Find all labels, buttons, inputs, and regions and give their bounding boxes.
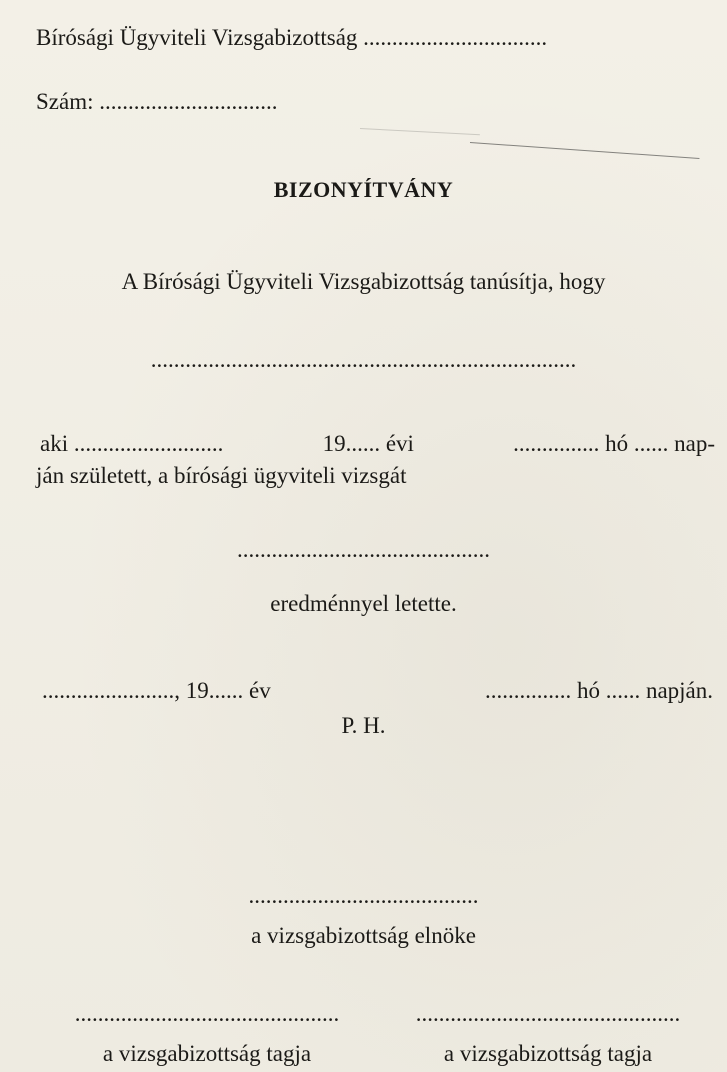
member-signature-2-label: a vizsgabizottság tagja (443, 1041, 653, 1066)
pen-stroke-mark (470, 142, 700, 159)
birth-line (40, 430, 715, 458)
chair-signature-blank: ........................................ (248, 883, 479, 908)
member-signature-row (42, 1000, 713, 1068)
birth-line-continued: ján született, a bírósági ügyviteli vizsgát (36, 463, 407, 488)
member-signature-2 (383, 1000, 713, 1068)
intro-text: A Bírósági Ügyviteli Vizsgabizottság tanúsítja, hogy (121, 269, 606, 294)
birth-line-part3: ............... hó ...... nap- (513, 431, 715, 456)
member-signature-1-label: a vizsgabizottság tagja (102, 1041, 312, 1066)
member-signature-2-blank: .............................................. (415, 1001, 681, 1026)
date-line-part1: ......................., 19...... év (42, 678, 271, 703)
document-title: BIZONYÍTVÁNY (273, 177, 454, 202)
seal-placeholder: P. H. (341, 713, 386, 738)
pen-stroke-mark (360, 128, 480, 135)
date-line (42, 677, 713, 705)
name-blank: .......................................................................... (150, 347, 577, 372)
number-line: Szám: ............................... (36, 89, 278, 114)
birth-line-part1: aki .......................... (40, 431, 224, 456)
result-blank: ............................................ (237, 537, 490, 562)
member-signature-1-blank: .............................................. (74, 1001, 340, 1026)
date-line-part2: ............... hó ...... napján. (484, 678, 713, 703)
result-text: eredménnyel letette. (270, 591, 457, 616)
birth-line-part2: 19...... évi (322, 431, 414, 456)
member-signature-1 (42, 1000, 372, 1068)
committee-line: Bírósági Ügyviteli Vizsgabizottság ................................ (36, 25, 548, 50)
chair-signature-label: a vizsgabizottság elnöke (251, 923, 476, 948)
